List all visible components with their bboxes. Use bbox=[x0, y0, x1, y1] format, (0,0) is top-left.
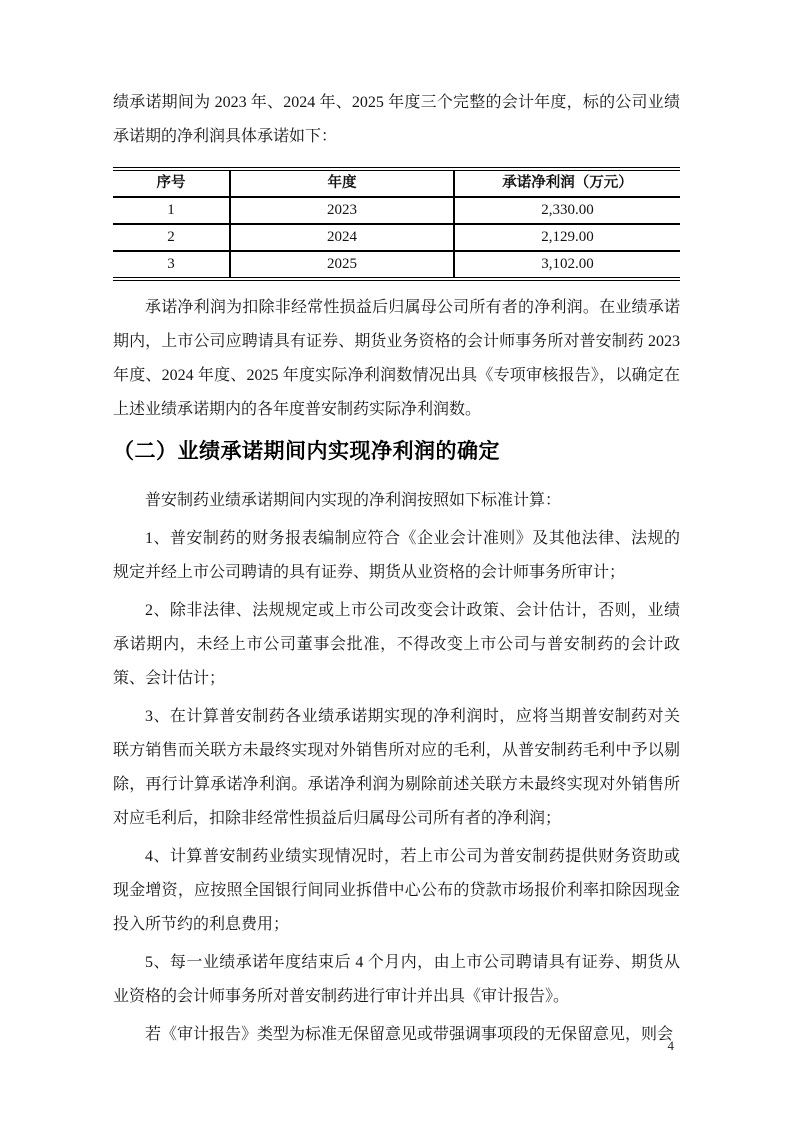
table-header-committed-profit: 承诺净利润（万元） bbox=[454, 169, 680, 197]
table-header-year: 年度 bbox=[230, 169, 454, 197]
paragraph-calculation-intro: 普安制药业绩承诺期间内实现的净利润按照如下标准计算： bbox=[145, 492, 562, 509]
table-row bbox=[113, 224, 680, 251]
cell-year: 2024 bbox=[230, 224, 454, 251]
clause-item-5: 5、每一业绩承诺年度结束后 4 个月内，由上市公司聘请具有证券、期货从业资格的会计师事务所对普安制药进行审计并出具《审计报告》。 bbox=[113, 954, 680, 1005]
profit-commitment-table bbox=[113, 167, 680, 281]
cell-index: 2 bbox=[113, 224, 230, 251]
page-number: 4 bbox=[667, 1038, 674, 1053]
cell-profit: 3,102.00 bbox=[454, 251, 680, 279]
paragraph-audit-report-closing: 若《审计报告》类型为标准无保留意见或带强调事项段的无保留意见，则会 bbox=[145, 1026, 674, 1043]
clause-item-1: 1、普安制药的财务报表编制应符合《企业会计准则》及其他法律、法规的规定并经上市公司聘请的具有证券、期货从业资格的会计师事务所审计； bbox=[113, 530, 680, 581]
clause-item-4: 4、计算普安制药业绩实现情况时，若上市公司为普安制药提供财务资助或现金增资，应按照全国银行间同业拆借中心公布的贷款市场报价利率扣除因现金投入所节约的利息费用； bbox=[113, 848, 680, 933]
clause-item-2: 2、除非法律、法规规定或上市公司改变会计政策、会计估计，否则，业绩承诺期内，未经上市公司董事会批准，不得改变上市公司与普安制药的会计政策、会计估计； bbox=[113, 602, 680, 687]
cell-index: 3 bbox=[113, 251, 230, 279]
cell-profit: 2,330.00 bbox=[454, 197, 680, 224]
table-row bbox=[113, 197, 680, 224]
table-header-row bbox=[113, 169, 680, 197]
cell-year: 2023 bbox=[230, 197, 454, 224]
clause-item-3: 3、在计算普安制药各业绩承诺期实现的净利润时，应将当期普安制药对关联方销售而关联方未最终实现对外销售所对应的毛利，从普安制药毛利中予以剔除，再行计算承诺净利润。承诺净利润为剔除前述关联方未最终实现对外销售所对应毛利后，扣除非经常性损益后归属母公司所有者的净利润； bbox=[113, 708, 680, 827]
paragraph-committed-profit-definition: 承诺净利润为扣除非经常性损益后归属母公司所有者的净利润。在业绩承诺期内，上市公司应聘请具有证券、期货业务资格的会计师事务所对普安制药 2023 年度、2024 年度、2025 年度实际净利润数情况出具《专项审核报告》，以确定在上述业绩承诺期内的各年度普安制药实际净利润数。 bbox=[113, 299, 680, 418]
section-heading: （二）业绩承诺期间内实现净利润的确定 bbox=[113, 440, 500, 463]
cell-index: 1 bbox=[113, 197, 230, 224]
table-row bbox=[113, 251, 680, 279]
cell-year: 2025 bbox=[230, 251, 454, 279]
cell-profit: 2,129.00 bbox=[454, 224, 680, 251]
paragraph-commitment-period: 绩承诺期间为 2023 年、2024 年、2025 年度三个完整的会计年度，标的公司业绩承诺期的净利润具体承诺如下： bbox=[113, 94, 680, 145]
table-header-index: 序号 bbox=[113, 169, 230, 197]
